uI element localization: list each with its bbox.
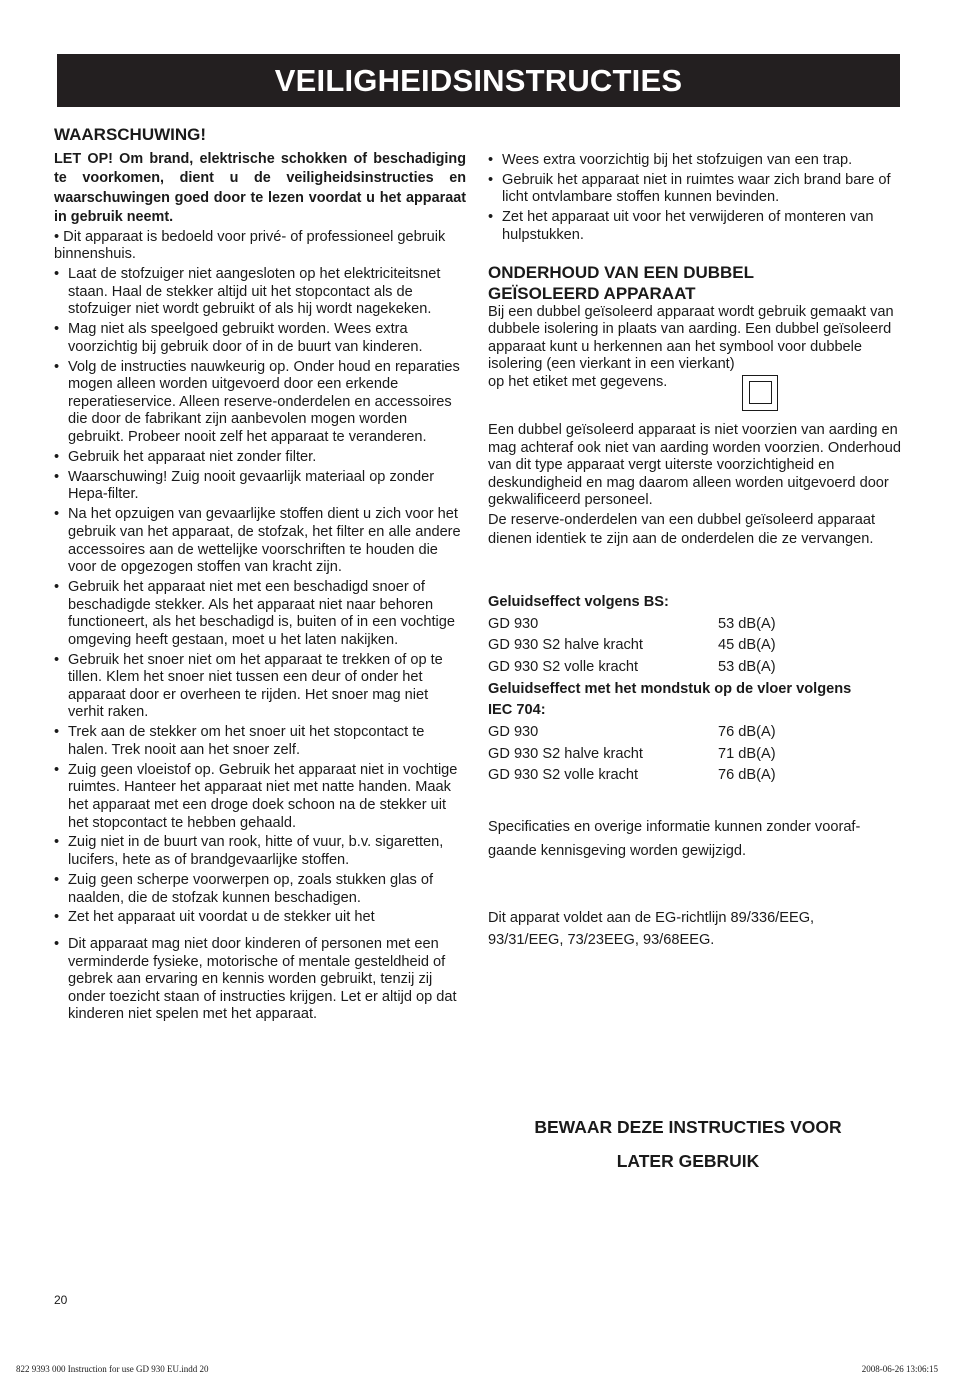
noise-heading: Geluidseffect met het mondstuk op de vloer volgens bbox=[488, 680, 852, 697]
model-cell: GD 930 S2 volle kracht bbox=[488, 658, 639, 675]
value-cell: 45 dB(A) bbox=[718, 637, 776, 654]
title-banner bbox=[57, 54, 900, 107]
maintenance-heading-line2: GEÏSOLEERD APPARAAT bbox=[488, 283, 696, 303]
list-item: • Waarschuwing! Zuig nooit gevaarlijk materiaal op zonder Hepa-filter. bbox=[54, 469, 466, 504]
value-cell: 71 dB(A) bbox=[718, 745, 776, 762]
list-item: • Laat de stofzuiger niet aangesloten op het elektriciteitsnet staan. Haal de stekker altijd uit het stopcontact als de stofzuiger niet wordt gebruikt of als hij wordt nagekeken. bbox=[54, 266, 466, 319]
right-column bbox=[488, 152, 903, 951]
list-item: • Mag niet als speelgoed gebruikt worden. Wees extra voorzichtig bij gebruik door of in de buurt van kinderen. bbox=[54, 321, 466, 356]
list-item: • Zuig geen scherpe voorwerpen op, zoals stukken glas of naalden, die de stofzak kunnen beschadigen. bbox=[54, 872, 466, 907]
closing-line: BEWAAR DEZE INSTRUCTIES VOOR bbox=[534, 1117, 842, 1137]
specifications-note bbox=[488, 815, 903, 863]
model-cell: GD 930 bbox=[488, 615, 539, 632]
list-item: • Na het opzuigen van gevaarlijke stoffen dient u zich voor het gebruik van het apparaat, de stofzak, het filter en alle andere accessoires aan de wettelijke voorschriften te houden die voor de opgezogen stoffen van kracht zijn. bbox=[54, 506, 466, 576]
double-insulation-square-icon bbox=[742, 375, 778, 411]
list-item: • Zuig niet in de buurt van rook, hitte of vuur, b.v. sigaretten, lucifers, hete as of brandgevaarlijke stoffen. bbox=[54, 834, 466, 869]
warning-list-continued bbox=[488, 152, 903, 245]
spec-line: gaande kennisgeving worden gewijzigd. bbox=[488, 843, 746, 860]
list-item: • Dit apparaat mag niet door kinderen of personen met een verminderde fysieke, motorische of mentale gesteldheid of gebrek aan ervaring en kennis worden gebruikt, tenzij zij onder toezicht staan of instructies krijgen. Let er altijd op dat kinderen niet spelen met het apparaat. bbox=[54, 936, 466, 1024]
table-row bbox=[488, 637, 851, 659]
noise-heading: Geluidseffect volgens BS: bbox=[488, 593, 669, 610]
keep-instructions-notice bbox=[488, 1110, 888, 1178]
page-number: 20 bbox=[54, 1293, 68, 1307]
maintenance-paragraph-end: op het etiket met gegevens. bbox=[488, 373, 668, 390]
value-cell: 53 dB(A) bbox=[718, 658, 776, 675]
ec-line: 93/31/EEG, 73/23EEG, 93/68EEG. bbox=[488, 932, 715, 949]
list-item: • Zuig geen vloeistof op. Gebruik het apparaat niet in vochtige ruimtes. Hanteer het apparaat niet met natte handen. Maak het apparaat met een droge doek schoon na de stekker uit het stopcontact te hebben gehaald. bbox=[54, 762, 466, 832]
left-column bbox=[54, 124, 466, 1026]
warning-lead: LET OP! Om brand, elektrische schokken of beschadiging te voorkomen, dient u de veiligheidsinstructies en waarschuwingen goed door te lezen voordat u het apparaat in gebruik neemt. bbox=[54, 151, 466, 226]
spec-line: Specificaties en overige informatie kunnen zonder vooraf- bbox=[488, 819, 861, 836]
list-item: • Zet het apparaat uit voordat u de stekker uit het bbox=[54, 909, 466, 927]
list-item: • Gebruik het apparaat niet in ruimtes waar zich brand bare of licht ontvlambare stoffen kunnen bevinden. bbox=[488, 172, 903, 207]
list-item: • Dit apparaat is bedoeld voor privé- of professioneel gebruik binnenshuis. bbox=[54, 228, 446, 263]
model-cell: GD 930 S2 halve kracht bbox=[488, 745, 643, 762]
closing-line: LATER GEBRUIK bbox=[616, 1151, 760, 1171]
list-item: • Gebruik het apparaat niet zonder filter. bbox=[54, 449, 466, 467]
list-item: • Wees extra voorzichtig bij het stofzuigen van een trap. bbox=[488, 152, 903, 170]
table-row bbox=[488, 659, 851, 681]
warning-list bbox=[54, 229, 466, 1024]
warning-heading: WAARSCHUWING! bbox=[54, 125, 207, 144]
maintenance-paragraph: Een dubbel geïsoleerd apparaat is niet voorzien van aarding en mag achteraf ook niet van aarding worden voorzien. Onderhoud van dit type apparaat vergt uiterste voorzichtigheid en deskundigheid en mag daarom alleen worden uitgevoerd door gekwalificeerd personeel. bbox=[488, 421, 901, 509]
maintenance-paragraph: De reserve-onderdelen van een dubbel geïsoleerd apparaat dienen identiek te zijn aan de onderdelen die ze vervangen. bbox=[488, 511, 876, 548]
value-cell: 76 dB(A) bbox=[718, 767, 776, 784]
list-item: • Gebruik het snoer niet om het apparaat te trekken of op te tillen. Klem het snoer niet tussen een deur of onder het apparaat door er overheen te rijden. Het snoer mag niet verhit raken. bbox=[54, 652, 466, 722]
maintenance-section bbox=[488, 262, 903, 550]
noise-heading: IEC 704: bbox=[488, 702, 546, 719]
noise-table bbox=[488, 594, 851, 789]
print-slug-file: 822 9393 000 Instruction for use GD 930 EU.indd 20 bbox=[16, 1364, 209, 1374]
table-row bbox=[488, 724, 851, 746]
table-row bbox=[488, 616, 851, 638]
symbol-row bbox=[488, 374, 903, 411]
model-cell: GD 930 bbox=[488, 724, 539, 741]
model-cell: GD 930 S2 halve kracht bbox=[488, 637, 643, 654]
ec-line: Dit apparat voldet aan de EG-richtlijn 89/336/EEG, bbox=[488, 910, 815, 927]
maintenance-paragraph: Bij een dubbel geïsoleerd apparaat wordt gebruik gemaakt van dubbele isolering in plaats van aarding. Een dubbel geïsoleerd apparaat kunt u herkennen aan het symbool voor dubbele isolering (een vierkant in een vierkant) bbox=[488, 303, 894, 373]
list-item: • Gebruik het apparaat niet met een beschadigd snoer of beschadigde stekker. Als het apparaat niet naar behoren functioneert, als het beschadigd is, buiten of in een vochtige omgeving heeft gestaan, moet u het laten nakijken. bbox=[54, 579, 466, 649]
page-title: VEILIGHEIDSINSTRUCTIES bbox=[274, 62, 683, 98]
list-item: • Zet het apparaat uit voor het verwijderen of monteren van hulpstukken. bbox=[488, 209, 903, 244]
table-row bbox=[488, 767, 851, 789]
list-item: • Volg de instructies nauwkeurig op. Onder houd en reparaties mogen alleen worden uitgevoerd door een erkende reperatieservice. Alleen reserve-onderdelen en accessoires die door de fabrikant zijn aanbevolen mogen worden gebruikt. Probeer nooit zelf het apparaat te veranderen. bbox=[54, 359, 466, 447]
ec-directive bbox=[488, 907, 903, 951]
list-item: • Trek aan de stekker om het snoer uit het stopcontact te halen. Trek nooit aan het snoer zelf. bbox=[54, 724, 466, 759]
table-row bbox=[488, 746, 851, 768]
value-cell: 76 dB(A) bbox=[718, 724, 776, 741]
value-cell: 53 dB(A) bbox=[718, 615, 776, 632]
maintenance-heading-line1: ONDERHOUD VAN EEN DUBBEL bbox=[488, 262, 755, 282]
model-cell: GD 930 S2 volle kracht bbox=[488, 767, 639, 784]
print-slug-date: 2008-06-26 13:06:15 bbox=[861, 1364, 938, 1374]
